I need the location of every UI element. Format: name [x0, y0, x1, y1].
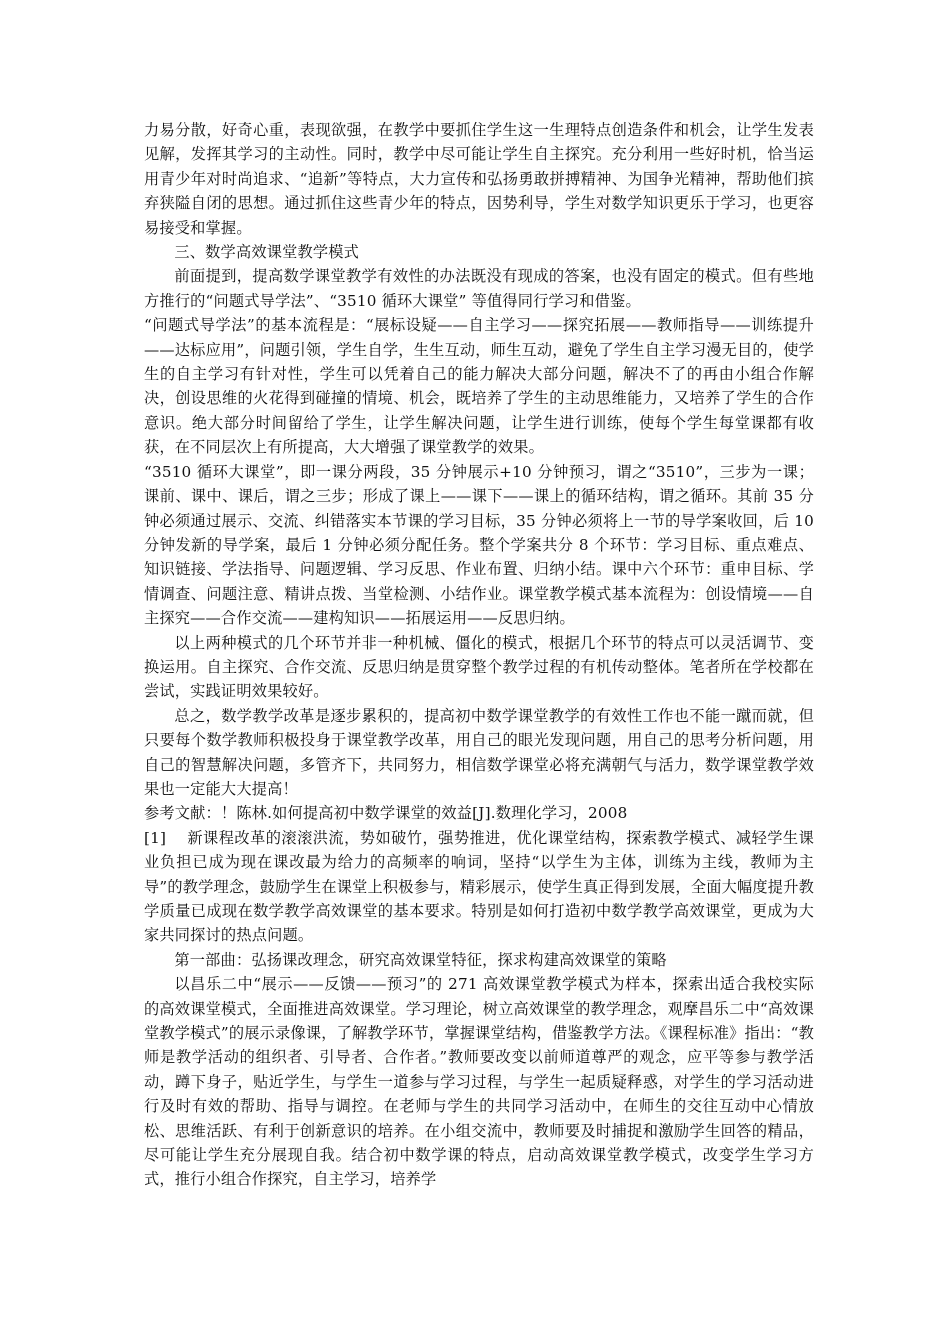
section-heading: 三、数学高效课堂教学模式	[174, 243, 360, 262]
body-paragraph: “问题式导学法”的基本流程是：“展标设疑——自主学习——探究拓展——教师指导——训练提升——达标应用”，问题引领，学生自学，生生互动，师生互动，避免了学生自主学习漫无目的，使学生的自主学习有针对性，学生可以凭着自己的能力解决大部分问题，解决不了的再由小组合作解决，创设思维的火花得到碰撞的情境、机会，既培养了学生的主动思维能力，又培养了学生的合作意识。绝大部分时间留给了学生，让学生解决问题，让学生进行训练，使每个学生每堂课都有收获，在不同层次上有所提高，大大增强了课堂教学的效果。	[144, 316, 814, 457]
body-paragraph: 总之，数学教学改革是逐步累积的，提高初中数学课堂教学的有效性工作也不能一蹴而就，但只要每个数学教师积极投身于课堂教学改革，用自己的眼光发现问题，用自己的思考分析问题，用自己的智慧解决问题，多管齐下，共同努力，相信数学课堂必将充满朝气与活力，数学课堂教学效果也一定能大大提高！	[144, 706, 814, 798]
body-paragraph: 以上两种模式的几个环节并非一种机械、僵化的模式，根据几个环节的特点可以灵活调节、变换运用。自主探究、合作交流、反思归纳是贯穿整个教学过程的有机传动整体。笔者所在学校都在尝试，实践证明效果较好。	[144, 633, 814, 701]
body-paragraph: “3510 循环大课堂”，即一课分两段，35 分钟展示+10 分钟预习，谓之“3510”，三步为一课；课前、课中、课后，谓之三步；形成了课上——课下——课上的循环结构，谓之循环。其前 35 分钟必须通过展示、交流、纠错落实本节课的学习目标，35 分钟必须将上一节的导学案收回，后 10 分钟发新的导学案，最后 1 分钟必须分配任务。整个学案共分 8 个环节：学习目标、重点难点、知识链接、学法指导、问题逻辑、学习反思、作业布置、归纳小结。课中六个环节：重申目标、学情调查、问题注意、精讲点拨、当堂检测、小结作业。课堂教学模式基本流程为：创设情境——自主探究——合作交流——建构知识——拓展运用——反思归纳。	[144, 462, 814, 628]
reference-line: 参考文献：！陈林.如何提高初中数学课堂的效益[J].数理化学习，2008	[144, 804, 628, 823]
body-paragraph: 前面提到，提高数学课堂教学有效性的办法既没有现成的答案，也没有固定的模式。但有些地方推行的“问题式导学法”、“3510 循环大课堂” 等值得同行学习和借鉴。	[144, 267, 814, 310]
document-page	[144, 118, 814, 1192]
section-heading: 第一部曲：弘扬课改理念，研究高效课堂特征，探求构建高效课堂的策略	[174, 950, 667, 969]
body-paragraph: 力易分散，好奇心重，表现欲强，在教学中要抓住学生这一生理特点创造条件和机会，让学生发表见解，发挥其学习的主动性。同时，教学中尽可能让学生自主探究。充分利用一些好时机，恰当运用青少年对时尚追求、“追新”等特点，大力宣传和弘扬勇敢拼搏精神、为国争光精神，帮助他们摈弃狭隘自闭的思想。通过抓住这些青少年的特点，因势利导，学生对数学知识更乐于学习，也更容易接受和掌握。	[144, 121, 814, 237]
body-paragraph: [1] 新课程改革的滚滚洪流，势如破竹，强势推进，优化课堂结构，探索教学模式、减轻学生课业负担已成为现在课改最为给力的高频率的响词，坚持“以学生为主体，训练为主线，教师为主导”的教学理念，鼓励学生在课堂上积极参与，精彩展示，使学生真正得到发展，全面大幅度提升教学质量已成现在数学教学高效课堂的基本要求。特别是如何打造初中数学教学高效课堂，更成为大家共同探讨的热点问题。	[144, 828, 814, 945]
body-paragraph: 以昌乐二中“展示——反馈——预习”的 271 高效课堂教学模式为样本，探索出适合我校实际的高效课堂模式，全面推进高效课堂。学习理论，树立高效课堂的教学理念，观摩昌乐二中“高效课堂教学模式”的展示录像课，了解教学环节，掌握课堂结构，借鉴教学方法。《课程标准》指出：“教师是教学活动的组织者、引导者、合作者。”教师要改变以前师道尊严的观念，应平等参与教学活动，蹲下身子，贴近学生，与学生一道参与学习过程，与学生一起质疑释惑，对学生的学习活动进行及时有效的帮助、指导与调控。在老师与学生的共同学习活动中，在师生的交往互动中心情放松、思维活跃、有利于创新意识的培养。在小组交流中，教师要及时捕捉和激励学生回答的精品，尽可能让学生充分展现自我。结合初中数学课的特点，启动高效课堂教学模式，改变学生学习方式，推行小组合作探究，自主学习，培养学	[144, 975, 814, 1189]
